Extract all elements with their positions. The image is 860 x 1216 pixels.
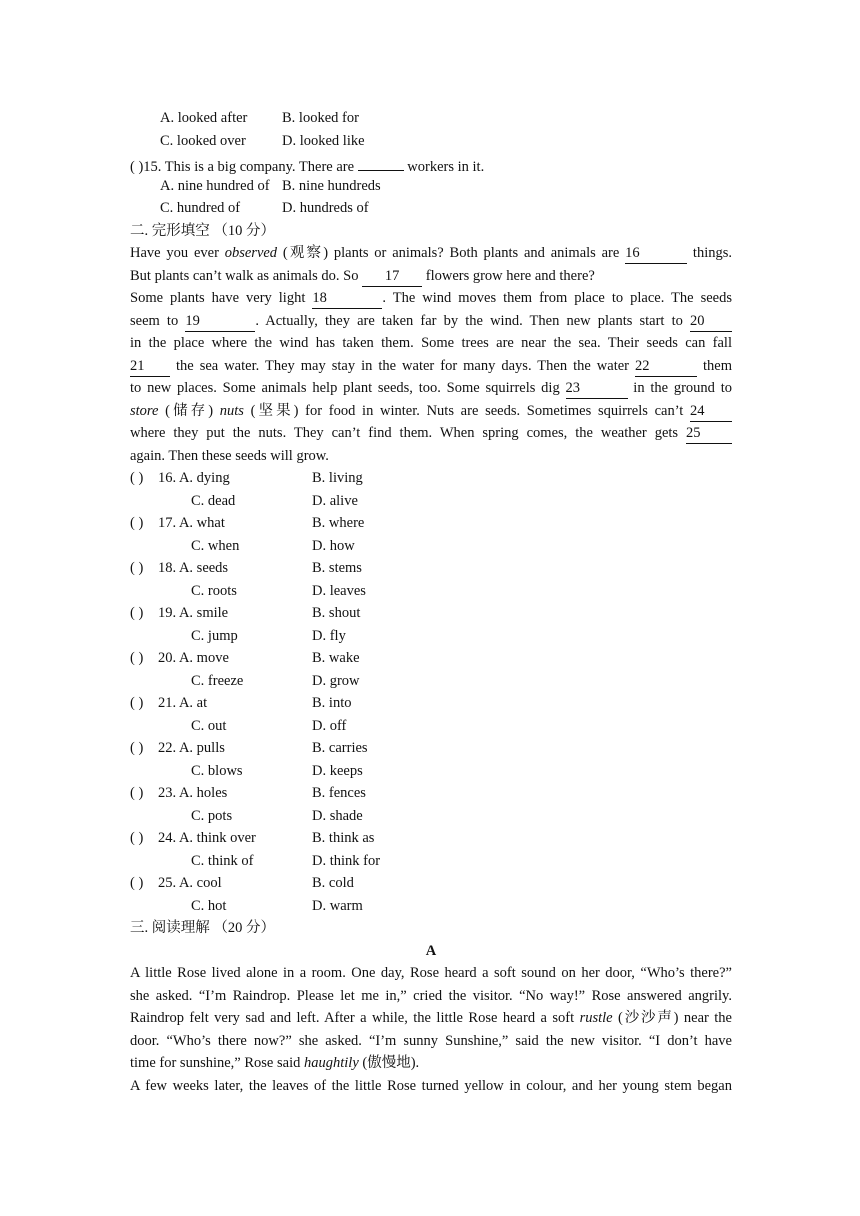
cloze-text: But plants can’t walk as animals do. So	[130, 267, 363, 284]
option-b: B. where	[312, 515, 365, 531]
passage-a-line-4: door. “Who’s there now?” she asked. “I’m sunny Sunshine,” said the new visitor. “I don’t have	[130, 1032, 732, 1049]
q15-option-c: C. hundred of	[160, 200, 241, 216]
option-d: D. grow	[312, 672, 360, 689]
question-16	[130, 467, 732, 490]
cloze-line-10	[130, 445, 732, 468]
q15-options-row1	[130, 175, 732, 198]
answer-paren[interactable]: ( )	[130, 515, 144, 531]
q15-blank[interactable]	[358, 152, 404, 171]
option-a: 16. A. dying	[158, 470, 230, 486]
option-c: C. freeze	[191, 672, 244, 689]
option-c: C. roots	[191, 582, 237, 599]
q14-option-c: C. looked over	[160, 132, 246, 149]
cloze-blank-24[interactable]: 24	[690, 403, 732, 422]
cloze-text: the sea water. They may stay in the water for many days. Then the water	[170, 357, 635, 374]
option-a: 23. A. holes	[158, 785, 228, 801]
q15-option-b: B. nine hundreds	[282, 177, 381, 194]
question-18-cd	[130, 580, 732, 603]
option-c: C. when	[191, 537, 240, 554]
document-content	[130, 107, 732, 1097]
option-c: C. jump	[191, 627, 238, 644]
cloze-word-nuts: nuts	[219, 402, 244, 419]
option-c: C. blows	[191, 762, 243, 779]
option-c: C. out	[191, 717, 227, 734]
cloze-line-6	[130, 355, 732, 378]
question-20-cd	[130, 670, 732, 693]
answer-paren[interactable]: ( )	[130, 785, 144, 801]
answer-paren[interactable]: ( )	[130, 470, 144, 486]
option-b: B. cold	[312, 875, 354, 891]
q15-stem	[130, 152, 732, 175]
option-b: B. into	[312, 695, 352, 711]
question-21	[130, 692, 732, 715]
q14-option-d: D. looked like	[282, 132, 365, 149]
option-c: C. hot	[191, 897, 227, 914]
option-d: D. think for	[312, 852, 381, 869]
cloze-blank-22[interactable]: 22	[635, 358, 697, 377]
cloze-text: (观察) plants or animals? Both plants and animals are	[277, 245, 626, 261]
cloze-text: flowers grow here and there?	[422, 267, 595, 284]
passage-a-heading: A	[425, 942, 437, 959]
option-a: 22. A. pulls	[158, 740, 225, 756]
option-d: D. how	[312, 537, 355, 554]
passage-word-rustle: rustle	[579, 1010, 613, 1026]
cloze-text: . The wind moves them from place to place. The seeds	[382, 290, 732, 306]
q15-stem-before: 15. This is a big company. There are	[143, 159, 358, 175]
cloze-blank-25[interactable]: 25	[686, 425, 732, 444]
option-b: B. stems	[312, 560, 362, 576]
answer-paren[interactable]: ( )	[130, 560, 144, 576]
q15-option-a: A. nine hundred of	[160, 177, 270, 194]
answer-paren[interactable]: ( )	[130, 605, 144, 621]
option-d: D. keeps	[312, 762, 363, 779]
question-20	[130, 647, 732, 670]
question-22	[130, 737, 732, 760]
passage-text: time for sunshine,” Rose said	[130, 1055, 304, 1071]
q15-options-row2	[130, 197, 732, 220]
cloze-blank-17[interactable]: 17	[362, 268, 422, 287]
question-24-cd	[130, 850, 732, 873]
option-d: D. alive	[312, 492, 358, 509]
answer-paren[interactable]: ( )	[130, 875, 144, 891]
cloze-word-store: store	[130, 402, 159, 419]
option-a: 21. A. at	[158, 695, 208, 711]
option-b: B. fences	[312, 785, 366, 801]
q15-option-d: D. hundreds of	[282, 200, 369, 216]
question-16-cd	[130, 490, 732, 513]
option-c: C. dead	[191, 492, 236, 509]
cloze-text: . Actually, they are taken far by the wind. Then new plants start to	[255, 312, 690, 329]
q14-option-b: B. looked for	[282, 110, 359, 126]
passage-a-line-5	[130, 1052, 732, 1075]
cloze-text: things.	[687, 245, 733, 261]
q15-stem-after: workers in it.	[403, 159, 485, 175]
passage-a-line-3	[130, 1007, 732, 1030]
question-23-cd	[130, 805, 732, 828]
cloze-text: to new places. Some animals help plant seeds, too. Some squirrels dig	[130, 380, 566, 396]
answer-paren[interactable]: ( )	[130, 695, 144, 711]
cloze-line-2	[130, 265, 732, 288]
cloze-text: in the ground to	[627, 380, 732, 396]
section-2-title: 二. 完形填空 （10 分）	[130, 222, 275, 239]
option-a: 20. A. move	[158, 650, 229, 666]
cloze-line-5	[130, 332, 732, 355]
option-b: B. carries	[312, 740, 368, 756]
answer-paren[interactable]: ( )	[130, 830, 144, 846]
option-a: 24. A. think over	[158, 830, 256, 846]
q14-options-row2	[130, 130, 732, 153]
cloze-line-9	[130, 422, 732, 445]
option-d: D. warm	[312, 897, 363, 914]
option-d: D. fly	[312, 627, 346, 644]
answer-paren[interactable]: ( )	[130, 740, 144, 756]
option-b: B. living	[312, 470, 363, 486]
option-d: D. off	[312, 717, 347, 734]
question-18	[130, 557, 732, 580]
option-a: 19. A. smile	[158, 605, 229, 621]
cloze-blank-19[interactable]: 19	[185, 313, 255, 332]
question-19	[130, 602, 732, 625]
cloze-line-8	[130, 400, 732, 423]
option-a: 25. A. cool	[158, 875, 222, 891]
question-17	[130, 512, 732, 535]
cloze-blank-23[interactable]: 23	[566, 380, 628, 399]
option-b: B. shout	[312, 605, 361, 621]
question-21-cd	[130, 715, 732, 738]
option-a: 18. A. seeds	[158, 560, 229, 576]
passage-text: Raindrop felt very sad and left. After a while, the little Rose heard a soft	[130, 1010, 580, 1026]
question-23	[130, 782, 732, 805]
question-17-cd	[130, 535, 732, 558]
question-25	[130, 872, 732, 895]
option-b: B. think as	[312, 830, 375, 846]
answer-paren[interactable]: ( )	[130, 159, 144, 175]
passage-word-haughtily: haughtily	[303, 1055, 359, 1071]
cloze-word-observed: observed	[224, 245, 278, 261]
passage-a	[130, 962, 732, 1097]
cloze-text: them	[697, 357, 732, 374]
option-d: D. shade	[312, 807, 363, 824]
cloze-text: seem to	[130, 312, 186, 329]
option-a: 17. A. what	[158, 515, 225, 531]
cloze-text: again. Then these seeds will grow.	[130, 447, 329, 464]
cloze-questions	[130, 467, 732, 917]
cloze-text: Have you ever	[130, 245, 225, 261]
cloze-blank-20[interactable]: 20	[690, 313, 732, 332]
cloze-blank-21[interactable]: 21	[130, 358, 170, 377]
cloze-passage	[130, 242, 732, 467]
q14-options-row1	[130, 107, 732, 130]
passage-a-line-6: A few weeks later, the leaves of the little Rose turned yellow in colour, and her young stem began	[130, 1077, 732, 1094]
cloze-line-3	[130, 287, 732, 310]
cloze-line-4	[130, 310, 732, 333]
option-b: B. wake	[312, 650, 360, 666]
cloze-text: where they put the nuts. They can’t find them. When spring comes, the weather gets	[130, 425, 686, 441]
question-25-cd	[130, 895, 732, 918]
q14-option-a: A. looked after	[160, 110, 248, 126]
answer-paren[interactable]: ( )	[130, 650, 144, 666]
passage-text: (傲慢地).	[358, 1055, 420, 1071]
question-19-cd	[130, 625, 732, 648]
cloze-text: (坚果) for food in winter. Nuts are seeds. Sometimes squirrels can’t	[243, 402, 690, 419]
cloze-text: in the place where the wind has taken them. Some trees are near the sea. Their seeds can fall	[130, 335, 732, 351]
passage-a-line-1: A little Rose lived alone in a room. One day, Rose heard a soft sound on her door, “Who’s there?”	[130, 965, 732, 981]
option-c: C. think of	[191, 852, 254, 869]
cloze-blank-18[interactable]: 18	[312, 290, 382, 309]
question-22-cd	[130, 760, 732, 783]
cloze-text: Some plants have very light	[130, 290, 313, 306]
passage-a-line-2: she asked. “I’m Raindrop. Please let me in,” cried the visitor. “No way!” Rose answered angrily.	[130, 987, 732, 1004]
section-3-title: 三. 阅读理解 （20 分）	[130, 920, 275, 936]
passage-text: (沙沙声) near the	[612, 1010, 732, 1026]
cloze-line-7	[130, 377, 732, 400]
option-d: D. leaves	[312, 582, 366, 599]
cloze-blank-16[interactable]: 16	[625, 245, 687, 264]
cloze-text: (储存)	[158, 402, 220, 419]
question-24	[130, 827, 732, 850]
cloze-line-1	[130, 242, 732, 265]
option-c: C. pots	[191, 807, 233, 824]
